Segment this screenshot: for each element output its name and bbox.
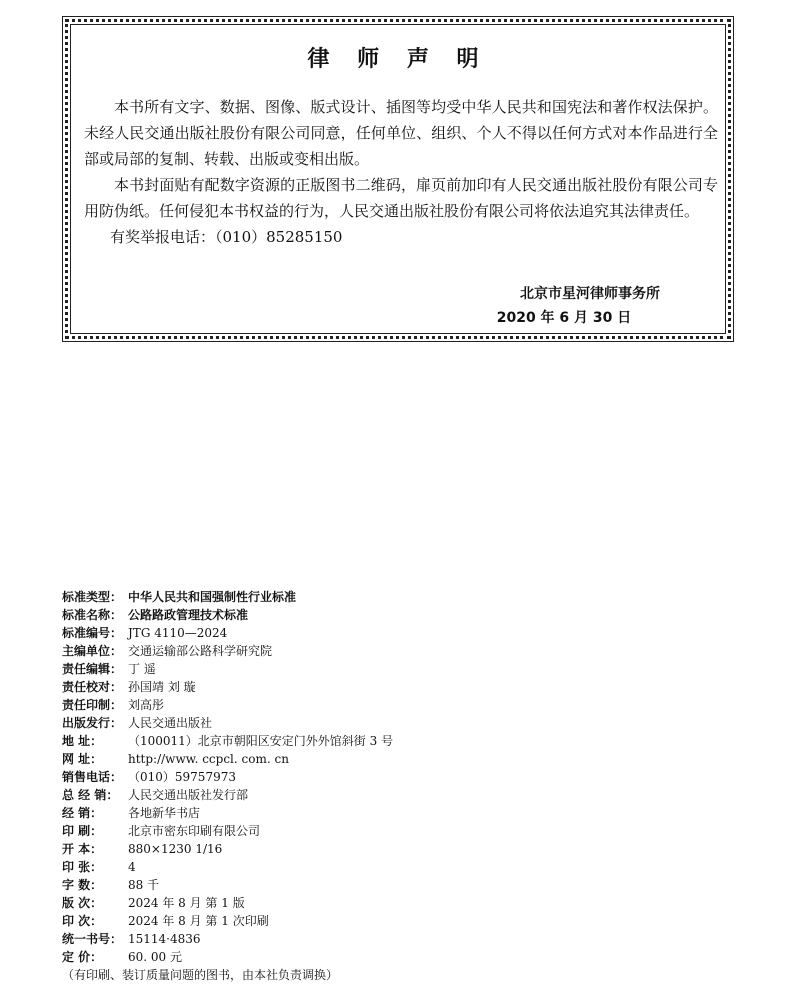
colophon-label: 地 址：: [62, 734, 103, 748]
colophon-value: 88 千: [128, 878, 160, 892]
colophon-label: 经 销：: [62, 806, 103, 820]
colophon-row: [62, 786, 393, 804]
colophon-label: 责任校对：: [62, 680, 123, 694]
colophon-value: （100011）北京市朝阳区安定门外外馆斜街 3 号: [128, 734, 394, 748]
colophon-row: [62, 606, 393, 624]
colophon-label: 统一书号：: [62, 932, 123, 946]
colophon-label: 标准类型：: [62, 590, 123, 604]
colophon-label: 网 址：: [62, 752, 103, 766]
colophon-label: 字 数：: [62, 878, 103, 892]
colophon-label: 印 刷：: [62, 824, 103, 838]
colophon-value: 人民交通出版社: [128, 716, 213, 730]
declaration-paragraph: 本书所有文字、数据、图像、版式设计、插图等均受中华人民共和国宪法和著作权法保护。未经人民交通出版社股份有限公司同意，任何单位、组织、个人不得以任何方式对本作品进行全部或局部的复制、转载、出版或变相出版。: [84, 98, 718, 168]
colophon-value: 公路路政管理技术标准: [128, 608, 249, 622]
declaration-date: 2020 年 6 月 30 日: [496, 310, 632, 326]
colophon-value: 中华人民共和国强制性行业标准: [128, 590, 297, 604]
colophon-value: 丁 遥: [128, 662, 156, 676]
colophon-row: [62, 660, 393, 678]
colophon-label: 开 本：: [62, 842, 103, 856]
colophon-row: [62, 948, 393, 966]
declaration-body: [84, 94, 718, 250]
colophon-label: 出版发行：: [62, 716, 123, 730]
colophon-label: 版 次：: [62, 896, 103, 910]
colophon-row: [62, 642, 393, 660]
colophon-row: [62, 678, 393, 696]
colophon-row: [62, 804, 393, 822]
declaration-paragraph: 本书封面贴有配数字资源的正版图书二维码，扉页前加印有人民交通出版社股份有限公司专用防伪纸。任何侵犯本书权益的行为，人民交通出版社股份有限公司将依法追究其法律责任。: [84, 176, 718, 220]
colophon-value: 60. 00 元: [128, 950, 182, 964]
colophon-value: 15114·4836: [128, 932, 201, 946]
colophon-value: 交通运输部公路科学研究院: [128, 644, 273, 658]
colophon-value: JTG 4110—2024: [128, 626, 228, 640]
colophon-label: 标准编号：: [62, 626, 123, 640]
colophon-label: 总 经 销：: [62, 788, 119, 802]
colophon-row: [62, 750, 393, 768]
colophon-row: [62, 714, 393, 732]
colophon-row: [62, 912, 393, 930]
colophon-label: 印 张：: [62, 860, 103, 874]
colophon-row: [62, 930, 393, 948]
colophon-row: [62, 840, 393, 858]
colophon-row: [62, 858, 393, 876]
report-hotline: 有奖举报电话：（010）85285150: [110, 228, 343, 246]
colophon-value: 北京市密东印刷有限公司: [128, 824, 261, 838]
colophon-value: 孙国靖 刘 璇: [128, 680, 196, 694]
colophon-value: （010）59757973: [128, 770, 236, 784]
lawyer-declaration-box: [62, 16, 734, 342]
colophon-value: http://www. ccpcl. com. cn: [128, 752, 289, 766]
colophon-row: [62, 894, 393, 912]
colophon-row: [62, 876, 393, 894]
colophon-value: 各地新华书店: [128, 806, 201, 820]
colophon-value: 人民交通出版社发行部: [128, 788, 249, 802]
colophon-value: 2024 年 8 月 第 1 版: [128, 896, 245, 910]
colophon: [62, 588, 393, 984]
colophon-value: 880×1230 1/16: [128, 842, 223, 856]
quality-note: （有印刷、装订质量问题的图书，由本社负责调换）: [62, 968, 339, 982]
colophon-value: 2024 年 8 月 第 1 次印刷: [128, 914, 269, 928]
colophon-row: [62, 696, 393, 714]
colophon-row: [62, 588, 393, 606]
law-firm-name: 北京市星河律师事务所: [520, 286, 660, 302]
declaration-signature: [464, 282, 664, 330]
colophon-row: [62, 732, 393, 750]
colophon-value: 4: [128, 860, 136, 874]
colophon-row: [62, 624, 393, 642]
colophon-label: 责任印制：: [62, 698, 123, 712]
colophon-label: 责任编辑：: [62, 662, 123, 676]
colophon-label: 定 价：: [62, 950, 103, 964]
colophon-label: 标准名称：: [62, 608, 123, 622]
colophon-row: [62, 768, 393, 786]
colophon-label: 主编单位：: [62, 644, 123, 658]
colophon-value: 刘高彤: [128, 698, 165, 712]
colophon-label: 销售电话：: [62, 770, 123, 784]
declaration-title: 律 师 声 明: [307, 47, 489, 72]
colophon-label: 印 次：: [62, 914, 103, 928]
colophon-row: [62, 822, 393, 840]
